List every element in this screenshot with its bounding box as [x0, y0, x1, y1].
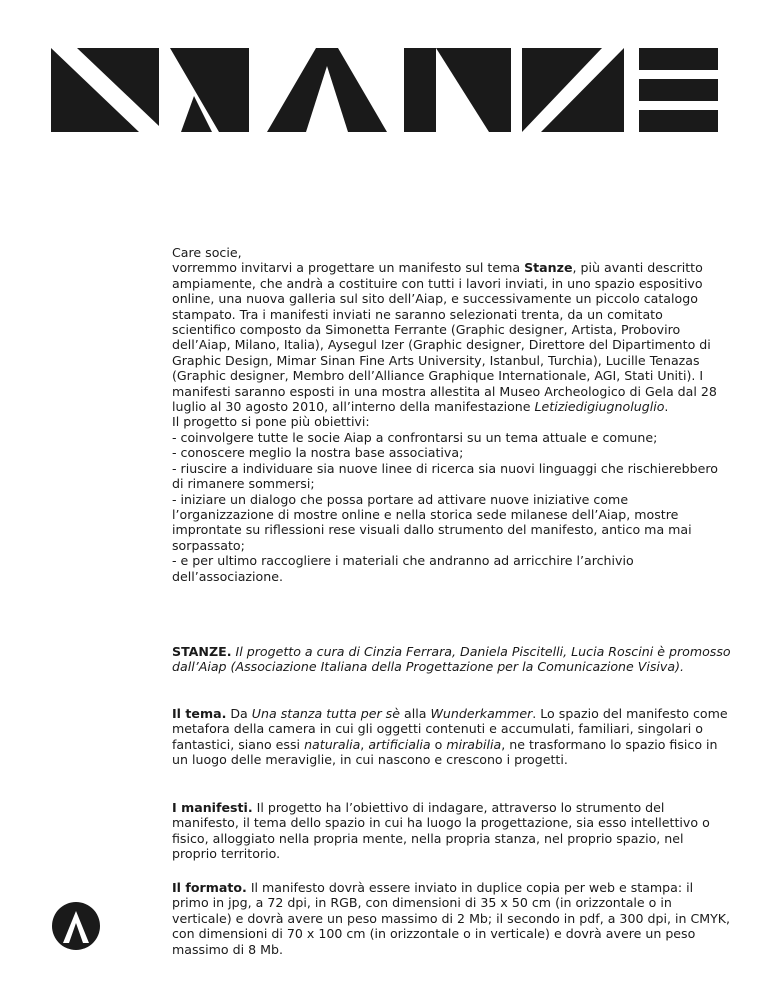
logo-letter-n	[404, 48, 511, 132]
theme-keyword: Stanze	[524, 260, 573, 276]
stanze-logo	[51, 48, 718, 132]
objective-item: - coinvolgere tutte le socie Aiap a confrontarsi su un tema attuale e comune;	[172, 429, 658, 445]
event-name: Letiziedigiugnoluglio	[534, 399, 665, 415]
aiap-logo-icon	[52, 902, 100, 950]
section-formato: Il formato. Il manifesto dovrà essere inviato in duplice copia per web e stampa: il primo in jpg, a 72 dpi, in RGB, con dimensioni di 35 x 50 cm (in orizzontale o in verticale) e dovrà avere un peso massimo di 2 Mb; il secondo in pdf, a 300 dpi, in CMYK, con dimensioni di 70 x 100 cm (in orizzontale o in verticale) e dovrà avere un peso massimo di 8 Mb.	[172, 880, 731, 957]
letter-paragraph-1: vorremmo invitarvi a progettare un manifesto sul tema Stanze, più avanti descritto ampiamente, che andrà a costituire con tutti i lavori inviati, in uno spazio espositivo online, una nuova galleria sul sito dell’Aiap, e successivamente un piccolo catalogo stampato. Tra i manifesti inviati ne saranno selezionati trenta, da un comitato scientifico composto da Simonetta Ferrante (Graphic designer, Artista, Proboviro dell’Aiap, Milano, Italia), Aysegul Izer (Graphic designer, Direttore del Dipartimento di Graphic Design, Mimar Sinan Fine Arts University, Istanbul, Turchia), Lucille Tenazas (Graphic designer, Membro dell’Alliance Graphique Internationale, AGI, Stati Uniti). I manifesti saranno esposti in una mostra allestita al Museo Archeologico di Gela dal 28 luglio al 30 agosto 2010, all’interno della manifestazione Letiziedigiugnoluglio.	[172, 260, 717, 415]
objective-item: - iniziare un dialogo che possa portare ad attivare nuove iniziative come l’organizzazione di mostre online e nella storica sede milanese dell’Aiap, mostre improntate su riflessioni rese visuali dallo strumento del manifesto, antico ma mai sorpassato;	[172, 491, 692, 553]
section-stanze: STANZE. Il progetto a cura di Cinzia Ferrara, Daniela Piscitelli, Lucia Roscini è promosso dall’Aiap (Associazione Italiana della Progettazione per la Comunicazione Visiva).	[172, 644, 731, 675]
logo-letter-z	[522, 48, 624, 132]
section-heading: Il formato.	[172, 880, 247, 895]
section-heading: STANZE.	[172, 644, 232, 659]
logo-letter-a	[267, 48, 387, 132]
section-heading: I manifesti.	[172, 800, 253, 815]
logo-letter-s	[51, 48, 159, 132]
letter-body	[172, 245, 728, 584]
section-heading: Il tema.	[172, 706, 227, 721]
logo-letter-e	[639, 48, 718, 132]
objectives-intro: Il progetto si pone più obiettivi:	[172, 414, 370, 430]
objective-item: - riuscire a individuare sia nuove linee di ricerca sia nuovi linguaggi che rischierebbero di rimanere sommersi;	[172, 460, 718, 492]
logo-letter-t	[170, 48, 249, 132]
section-tema: Il tema. Da Una stanza tutta per sè alla Wunderkammer. Lo spazio del manifesto come metafora della camera in cui gli oggetti contenuti e accumulati, familiari, singolari o fantastici, siano essi naturalia, artificialia o mirabilia, ne trasformano lo spazio fisico in un luogo delle meraviglie, in cui nascono e crescono i progetti.	[172, 706, 728, 768]
objective-item: - conoscere meglio la nostra base associativa;	[172, 445, 464, 461]
greeting: Care socie,	[172, 245, 242, 260]
section-manifesti: I manifesti. Il progetto ha l’obiettivo di indagare, attraverso lo strumento del manifesto, il tema dello spazio in cui ha luogo la progettazione, sia esso intellettivo o fisico, alloggiato nella propria mente, nella propria stanza, nel proprio spazio, nel proprio territorio.	[172, 800, 710, 862]
objective-item: - e per ultimo raccogliere i materiali che andranno ad arricchire l’archivio dell’associazione.	[172, 553, 634, 584]
